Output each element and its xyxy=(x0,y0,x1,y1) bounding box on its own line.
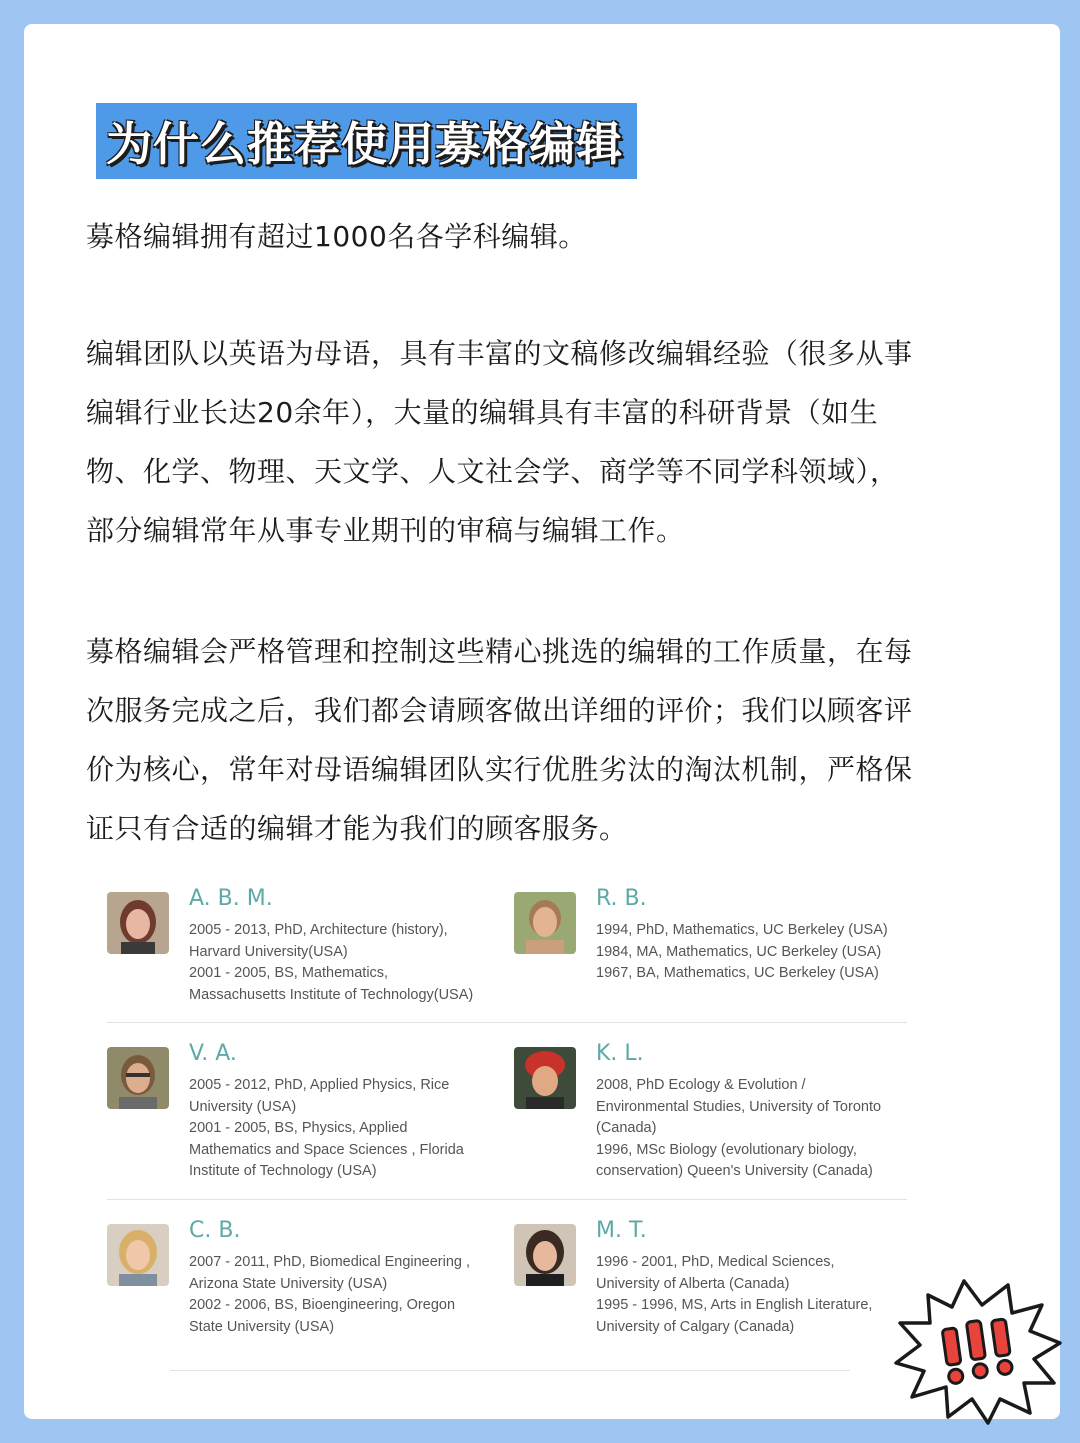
credential-line: 1967, BA, Mathematics, UC Berkeley (USA) xyxy=(596,965,879,981)
credential-line: 2005 - 2013, PhD, Architecture (history), xyxy=(189,922,448,938)
credential-line: Massachusetts Institute of Technology(USA) xyxy=(189,986,474,1003)
page-title: 为什么推荐使用募格编辑 xyxy=(106,117,623,171)
row-divider xyxy=(107,1199,907,1200)
editor-credentials xyxy=(596,1252,872,1338)
editor-credentials xyxy=(189,920,473,1006)
editor-credentials xyxy=(596,920,888,985)
credential-line: 2008, PhD Ecology & Evolution / xyxy=(596,1077,806,1093)
editor-name: K. L. xyxy=(596,1041,644,1066)
credential-line: 2002 - 2006, BS, Bioengineering, Oregon xyxy=(189,1297,456,1313)
paragraph-line: 编辑行业长达20余年），大量的编辑具有丰富的科研背景（如生 xyxy=(86,396,879,429)
paragraph-line: 募格编辑拥有超过1000名各学科编辑。 xyxy=(86,220,587,253)
credential-line: (Canada) xyxy=(596,1120,657,1136)
credential-line: Institute of Technology (USA) xyxy=(189,1163,377,1179)
paragraph-line: 价为核心，常年对母语编辑团队实行优胜劣汰的淘汰机制，严格保 xyxy=(86,753,913,786)
credential-line: 1995 - 1996, MS, Arts in English Literature, xyxy=(596,1297,873,1313)
burst-icon xyxy=(890,1275,1065,1425)
editor-name: A. B. M. xyxy=(189,886,273,911)
exclamation-sticker xyxy=(890,1275,1065,1425)
editor-credentials xyxy=(596,1075,881,1183)
credential-line: State University (USA) xyxy=(189,1318,335,1335)
credential-line: 2001 - 2005, BS, Mathematics, xyxy=(189,965,389,981)
paragraph-quality xyxy=(86,622,1006,858)
credential-line: 2005 - 2012, PhD, Applied Physics, Rice xyxy=(189,1077,450,1093)
credential-line: Environmental Studies, University of Toronto xyxy=(596,1098,882,1115)
editor-name: V. A. xyxy=(189,1041,237,1066)
credential-line: 1996 - 2001, PhD, Medical Sciences, xyxy=(596,1254,835,1270)
paragraph-line: 次服务完成之后，我们都会请顾客做出详细的评价；我们以顾客评 xyxy=(86,694,913,727)
editor-photo xyxy=(107,1224,169,1286)
editor-credentials xyxy=(189,1075,464,1183)
credential-line: 1996, MSc Biology (evolutionary biology, xyxy=(596,1141,857,1158)
editor-photo xyxy=(514,1224,576,1286)
paragraph-line: 物、化学、物理、天文学、人文社会学、商学等不同学科领域）， xyxy=(86,455,899,488)
credential-line: Harvard University(USA) xyxy=(189,943,348,960)
row-divider xyxy=(170,1370,850,1371)
paragraph-line: 证只有合适的编辑才能为我们的顾客服务。 xyxy=(86,812,628,845)
paragraph-line: 部分编辑常年从事专业期刊的审稿与编辑工作。 xyxy=(86,514,685,547)
credential-line: Arizona State University (USA) xyxy=(189,1275,388,1292)
row-divider xyxy=(107,1022,907,1023)
editor-photo xyxy=(107,1047,169,1109)
editor-name: C. B. xyxy=(189,1218,241,1243)
credential-line: 2007 - 2011, PhD, Biomedical Engineering , xyxy=(189,1254,471,1270)
editor-photo xyxy=(514,892,576,954)
credential-line: University of Calgary (Canada) xyxy=(596,1318,795,1335)
paragraph-line: 募格编辑会严格管理和控制这些精心挑选的编辑的工作质量，在每 xyxy=(86,635,913,668)
credential-line: 2001 - 2005, BS, Physics, Applied xyxy=(189,1120,408,1136)
credential-line: University (USA) xyxy=(189,1098,297,1115)
credential-line: Mathematics and Space Sciences , Florida xyxy=(189,1141,464,1158)
title-banner xyxy=(96,103,637,179)
editor-name: M. T. xyxy=(596,1218,647,1243)
editor-photo xyxy=(107,892,169,954)
credential-line: 1984, MA, Mathematics, UC Berkeley (USA) xyxy=(596,943,882,960)
editor-credentials xyxy=(189,1252,470,1338)
editor-name: R. B. xyxy=(596,886,647,911)
paragraph-line: 编辑团队以英语为母语，具有丰富的文稿修改编辑经验（很多从事 xyxy=(86,337,913,370)
credential-line: University of Alberta (Canada) xyxy=(596,1275,790,1292)
editor-photo xyxy=(514,1047,576,1109)
paragraph-team xyxy=(86,324,1006,560)
credential-line: 1994, PhD, Mathematics, UC Berkeley (USA) xyxy=(596,922,888,938)
credential-line: conservation) Queen's University (Canada) xyxy=(596,1163,873,1179)
paragraph-intro xyxy=(86,207,1006,266)
